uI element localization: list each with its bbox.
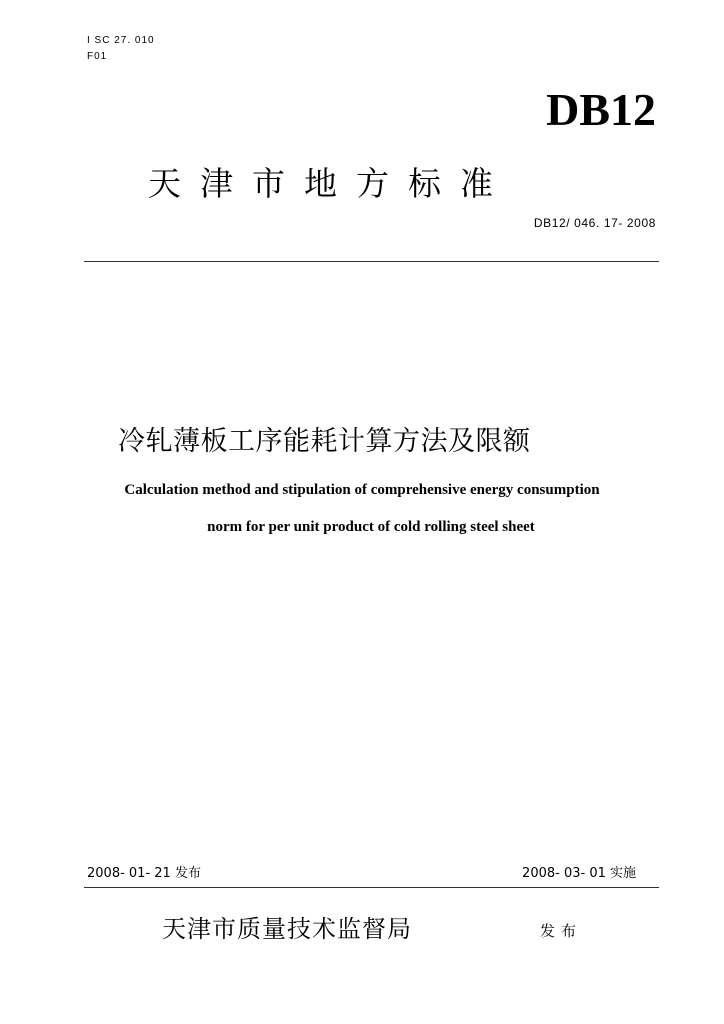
classification-code: F01 — [87, 51, 108, 62]
top-divider — [84, 261, 659, 262]
bottom-divider — [84, 887, 659, 888]
issuing-action: 发布 — [540, 922, 583, 940]
issuing-authority: 天津市质量技术监督局 — [162, 915, 412, 943]
document-title-chinese: 冷轧薄板工序能耗计算方法及限额 — [118, 426, 531, 457]
implementation-date: 2008- 03- 01 实施 — [522, 866, 636, 881]
standard-number: DB12/ 046. 17- 2008 — [533, 216, 656, 230]
standard-mark: DB12 — [546, 84, 656, 135]
issue-date: 2008- 01- 21 发布 — [87, 866, 201, 881]
document-title-english-line2: norm for per unit product of cold rolling steel sheet — [207, 519, 535, 535]
ics-code: I SC 27. 010 — [87, 35, 155, 46]
standard-category-title: 天津市地方标准 — [148, 164, 512, 203]
document-title-english-line1: Calculation method and stipulation of comprehensive energy consumption — [124, 482, 600, 498]
